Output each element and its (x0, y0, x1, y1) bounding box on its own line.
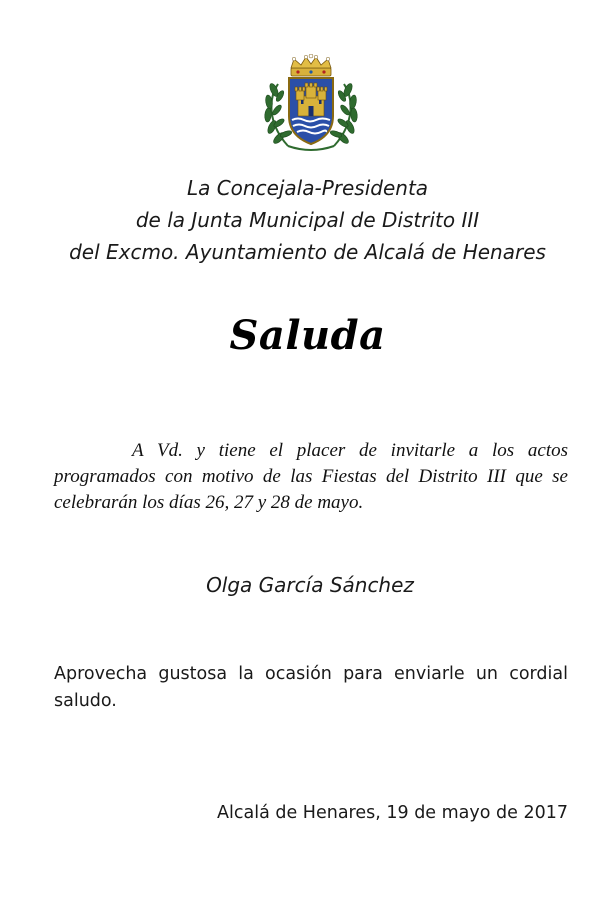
issuer-header (40, 172, 575, 268)
place-and-date: Alcalá de Henares, 19 de mayo de 2017 (217, 803, 568, 823)
coat-of-arms-icon (258, 54, 364, 160)
header-line-2: de la Junta Municipal de Distrito III (135, 208, 480, 232)
invitation-text: A Vd. y tiene el placer de invitarle a los actos programados con motivo de las Fiestas del Distrito III que se celebrarán los días 26, 27 y 28 de mayo. (54, 440, 568, 513)
signatory-name: Olga García Sánchez (206, 573, 414, 597)
header-line-3: del Excmo. Ayuntamiento de Alcalá de Henares (69, 240, 546, 264)
closing-text: Aprovecha gustosa la ocasión para enviarle un cordial saludo. (54, 664, 568, 711)
document-heading: Saluda (229, 312, 386, 359)
header-line-1: La Concejala-Presidenta (186, 176, 429, 200)
